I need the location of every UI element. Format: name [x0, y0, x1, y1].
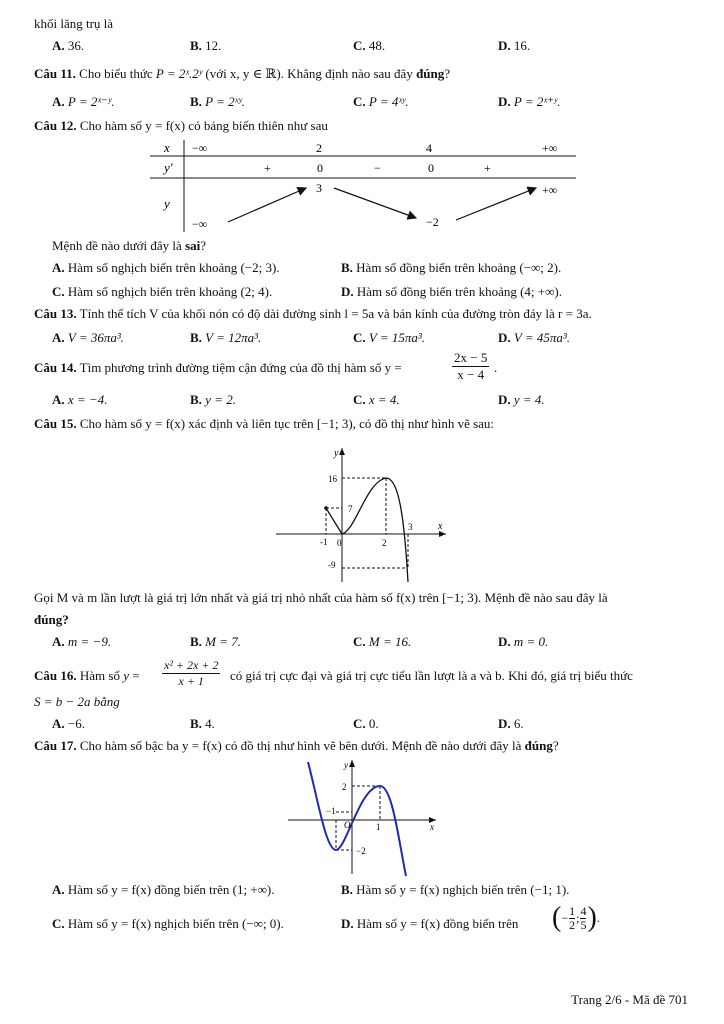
q15-prompt-2: đúng? [34, 612, 69, 627]
sign-minus: − [374, 161, 381, 175]
x-pos-inf: +∞ [542, 141, 558, 155]
sign-zero-2: 0 [428, 161, 434, 175]
q14-option-b: B. y = 2. [190, 392, 236, 407]
arrow-increase-2 [456, 188, 536, 220]
svg-text:x: x [430, 822, 434, 832]
q17-option-b: B. Hàm số y = f(x) nghịch biến trên (−1; 1). [341, 882, 570, 897]
arrow-increase-1 [228, 188, 306, 222]
svg-text:−1: −1 [326, 806, 336, 816]
variation-table [150, 138, 576, 234]
x-neg-inf: −∞ [192, 141, 208, 155]
svg-text:x: x [438, 521, 443, 532]
arrow-decrease [334, 188, 416, 218]
svg-text:y: y [344, 760, 348, 770]
q16-option-b: B. 4. [190, 716, 215, 731]
q17-option-d: D. Hàm số y = f(x) đồng biến trên [341, 916, 519, 931]
table-y-label: y [164, 196, 170, 211]
q14-stem: Câu 14. Tìm phương trình đường tiệm cận đứng của đồ thị hàm số y = [34, 360, 402, 375]
q12-option-b: B. Hàm số đồng biến trên khoảng (−∞; 2). [341, 260, 562, 275]
q12-option-a: A. Hàm số nghịch biến trên khoảng (−2; 3). [52, 260, 280, 275]
svg-text:7: 7 [348, 504, 353, 514]
q15-curve [326, 478, 408, 582]
table-yprime-label: y′ [164, 160, 173, 175]
svg-text:-1: -1 [320, 537, 328, 547]
q15-prompt-1: Gọi M và m lần lượt là giá trị lớn nhất và giá trị nhỏ nhất của hàm số f(x) trên [−1; 3). Mệnh đề nào sau đây là [34, 590, 608, 605]
q13-option-c: C. V = 15πa³. [353, 330, 426, 345]
y-pos-inf: +∞ [542, 183, 558, 197]
q11-stem: Câu 11. Cho biểu thức P = 2ˣ.2ʸ (với x, y ∈ ℝ). Khẳng định nào sau đây đúng? [34, 66, 451, 81]
q13-option-b: B. V = 12πa³. [190, 330, 262, 345]
q11-option-b: B. P = 2ˣʸ. [190, 94, 245, 109]
q13-option-d: D. V = 45πa³. [498, 330, 571, 345]
exam-page: khối lăng trụ là A. 36. B. 12. C. 48. D. 16. Câu 11. Cho biểu thức P = 2ˣ.2ʸ (với x, y ∈ ℝ). Khẳng định nào sau đây đúng? A. P = 2ˣ⁻ʸ. B. P = 2ˣʸ. C. P = 4ˣʸ. D. P = 2ˣ⁺ʸ. Câu 12. Cho hàm số y = f(x) có bảng biến thiên như sau x y′ y −∞ 2 4 +∞ + 0 − 0 + −∞ 3 −2 +∞ Mệnh đề nào dưới đây là sai? A. Hàm số nghịch biến trên khoảng (−2; 3). B. Hàm số đồng biến trên khoảng (−∞; 2). C. Hàm số nghịch biến trên khoảng (2; 4). D. Hàm số đồng biến trên khoảng (4; +∞). Câu 13. Tính thể tích V của khối nón có độ dài đường sinh l = 5a và bán kính của đường tròn đáy là r = 3a. A. V = 36πa³. B. V = 12πa³. C. V = 15πa³. D. V = 45πa³. Câu 14. Tìm phương trình đường tiệm cận đứng của đồ thị hàm số y = 2x − 5 x − 4 . A. x = −4. B. y = 2. C. x = 4. D. y = 4. Câu 15. Cho hàm số y = f(x) xác định và liên tục trên [−1; 3), có đồ thị như hình vẽ sau: y x 16 7 -9 -1 0 2 3 Gọi M và m lần lượt là giá trị lớn nhất và giá trị nhỏ nhất của hàm số f(x) trên [−1; 3). Mệnh đề nào sau đây là đúng? A. m = −9. B. M = 7. C. M = 16. D. m = 0. Câu 16. Hàm số y = x² + 2x + 2 x + 1 có giá trị cực đại và giá trị cực tiểu lần lượt là a và b. Khi đó, giá trị biểu thức S = b − 2a bằng A. −6. B. 4. C. 0. D. 6. Câu 17. Cho hàm số bậc ba y = f(x) có đồ thị như hình vẽ bên dưới. Mệnh đề nào dưới đây là đúng? y x O 2 −1 1 −2 A. Hàm số y = f(x) đồng biến trên (1; +∞). B. Hàm số y = f(x) nghịch biến trên (−1; 1). C. Hàm số y = f(x) nghịch biến trên (−∞; 0). D. Hàm số y = f(x) đồng biến trên ( − $\frac{1}{2}$ ; 4 5 ) . Trang 2/6 - Mã đề 701 [34, 16, 688, 1007]
q17-graph [284, 756, 440, 878]
svg-text:0: 0 [337, 538, 342, 548]
q15-option-c: C. M = 16. [353, 634, 412, 649]
q11-option-d: D. P = 2ˣ⁺ʸ. [498, 94, 561, 109]
svg-text:1: 1 [376, 822, 381, 832]
q15-stem: Câu 15. Cho hàm số y = f(x) xác định và liên tục trên [−1; 3), có đồ thị như hình vẽ sau: [34, 416, 495, 431]
svg-text:16: 16 [328, 474, 337, 484]
q17-interval: ( − $\frac{1}{2}$ ; 4 5 ) . [552, 902, 600, 933]
svg-text:2: 2 [382, 538, 387, 548]
q16-fraction: x² + 2x + 2 x + 1 [164, 658, 219, 688]
q10-tail: khối lăng trụ là [34, 16, 114, 31]
page-footer: Trang 2/6 - Mã đề 701 [571, 992, 688, 1007]
q17-curve [308, 762, 406, 876]
q16-label: Câu 16. Hàm số y = [34, 668, 140, 683]
svg-text:2: 2 [342, 782, 347, 792]
q14-option-c: C. x = 4. [353, 392, 400, 407]
q12-stem: Câu 12. Cho hàm số y = f(x) có bảng biến thiên như sau [34, 118, 328, 133]
q16-expr: S = b − 2a bằng [34, 694, 120, 709]
q10-option-a: A. 36. [52, 38, 85, 53]
q16-option-d: D. 6. [498, 716, 524, 731]
q12-prompt: Mệnh đề nào dưới đây là sai? [52, 238, 207, 253]
q15-option-b: B. M = 7. [190, 634, 242, 649]
q17-option-a: A. Hàm số y = f(x) đồng biến trên (1; +∞). [52, 882, 275, 897]
q14-option-d: D. y = 4. [498, 392, 545, 407]
q13-option-a: A. V = 36πa³. [52, 330, 125, 345]
q10-option-d: D. 16. [498, 38, 531, 53]
table-x-label: x [164, 140, 170, 155]
q12-option-d: D. Hàm số đồng biến trên khoảng (4; +∞). [341, 284, 562, 299]
q11-option-c: C. P = 4ˣʸ. [353, 94, 409, 109]
q12-option-c: C. Hàm số nghịch biến trên khoảng (2; 4). [52, 284, 273, 299]
sign-plus-1: + [264, 161, 271, 175]
x-two: 2 [316, 141, 322, 155]
sign-zero-1: 0 [317, 161, 323, 175]
q15-option-d: D. m = 0. [498, 634, 549, 649]
svg-text:O: O [344, 820, 351, 830]
x-four: 4 [426, 141, 432, 155]
svg-text:3: 3 [408, 522, 413, 532]
q10-option-b: B. 12. [190, 38, 222, 53]
y-three: 3 [316, 181, 322, 195]
svg-text:y: y [334, 448, 339, 459]
q11-option-a: A. P = 2ˣ⁻ʸ. [52, 94, 115, 109]
sign-plus-2: + [484, 161, 491, 175]
q16-option-c: C. 0. [353, 716, 379, 731]
y-neg-inf: −∞ [192, 217, 208, 231]
q17-option-c: C. Hàm số y = f(x) nghịch biến trên (−∞; 0). [52, 916, 284, 931]
q16-text: có giá trị cực đại và giá trị cực tiểu lần lượt là a và b. Khi đó, giá trị biểu thức [230, 668, 633, 683]
svg-text:-9: -9 [328, 560, 336, 570]
q16-option-a: A. −6. [52, 716, 85, 731]
q15-graph [270, 442, 450, 588]
svg-text:−2: −2 [356, 846, 366, 856]
y-minus-two: −2 [426, 215, 439, 229]
q13-stem: Câu 13. Tính thể tích V của khối nón có độ dài đường sinh l = 5a và bán kính của đường tròn đáy là r = 3a. [34, 306, 592, 321]
q14-fraction: 2x − 5 x − 4 [454, 350, 488, 382]
q17-stem: Câu 17. Cho hàm số bậc ba y = f(x) có đồ thị như hình vẽ bên dưới. Mệnh đề nào dưới đây là đúng? [34, 738, 559, 753]
q10-option-c: C. 48. [353, 38, 386, 53]
q14-option-a: A. x = −4. [52, 392, 108, 407]
q15-option-a: A. m = −9. [52, 634, 112, 649]
